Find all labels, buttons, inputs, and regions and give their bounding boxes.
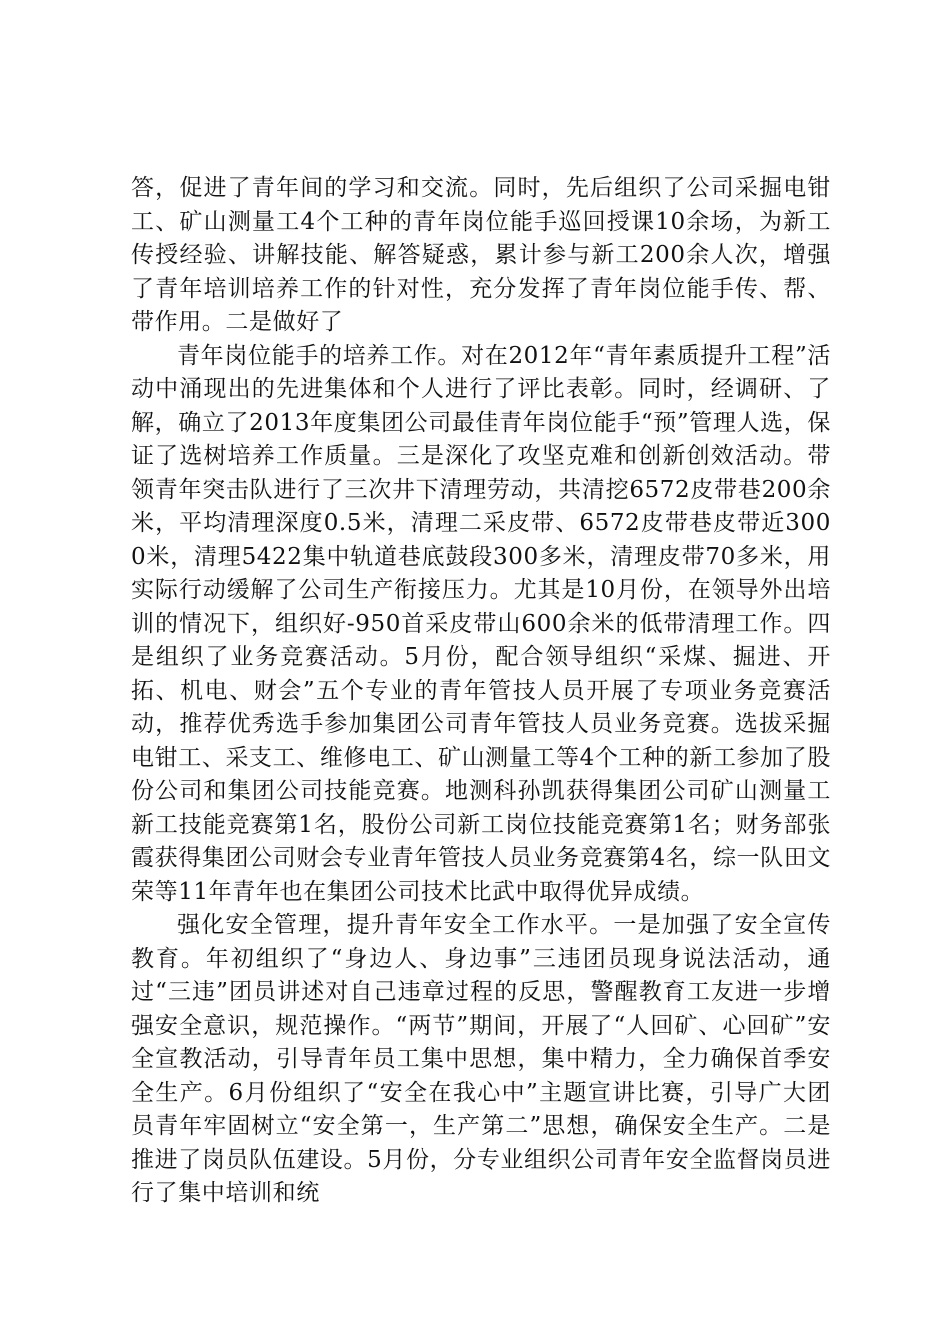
paragraph-2: 青年岗位能手的培养工作。对在2012年“青年素质提升工程”活动中涌现出的先进集体和个人进行了评比表彰。同时，经调研、了解，确立了2013年度集团公司最佳青年岗位能手“预”管理人选，保证了选树培养工作质量。三是深化了攻坚克难和创新创效活动。带领青年突击队进行了三次井下清理劳动，共清挖6572皮带巷200余米，平均清理深度0.5米，清理二采皮带、6572皮带巷皮带近3000米，清理5422集中轨道巷底鼓段300多米，清理皮带70多米，用实际行动缓解了公司生产衔接压力。尤其是10月份，在领导外出培训的情况下，组织好-950首采皮带山600余米的低带清理工作。四是组织了业务竞赛活动。5月份，配合领导组织“采煤、掘进、开拓、机电、财会”五个专业的青年管技人员开展了专项业务竞赛活动，推荐优秀选手参加集团公司青年管技人员业务竞赛。选拔采掘电钳工、采支工、维修电工、矿山测量工等4个工种的新工参加了股份公司和集团公司技能竞赛。地测科孙凯获得集团公司矿山测量工新工技能竞赛第1名，股份公司新工岗位技能竞赛第1名；财务部张霞获得集团公司财会专业青年管技人员业务竞赛第4名，综一队田文荣等11年青年也在集团公司技术比武中取得优异成绩。 [131,342,831,905]
paragraph-1: 答，促进了青年间的学习和交流。同时，先后组织了公司采掘电钳工、矿山测量工4个工种的青年岗位能手巡回授课10余场，为新工传授经验、讲解技能、解答疑惑，累计参与新工200余人次，增强了青年培训培养工作的针对性，充分发挥了青年岗位能手传、帮、带作用。二是做好了 [131,175,831,335]
document-body [131,172,831,1211]
paragraph-3: 强化安全管理，提升青年安全工作水平。一是加强了安全宣传教育。年初组织了“身边人、身边事”三违团员现身说法活动，通过“三违”团员讲述对自己违章过程的反思，警醒教育工友进一步增强安全意识，规范操作。“两节”期间，开展了“人回矿、心回矿”安全宣教活动，引导青年员工集中思想，集中精力，全力确保首季安全生产。6月份组织了“安全在我心中”主题宣讲比赛，引导广大团员青年牢固树立“安全第一，生产第二”思想，确保安全生产。二是推进了岗员队伍建设。5月份，分专业组织公司青年安全监督岗员进行了集中培训和统 [131,912,831,1206]
